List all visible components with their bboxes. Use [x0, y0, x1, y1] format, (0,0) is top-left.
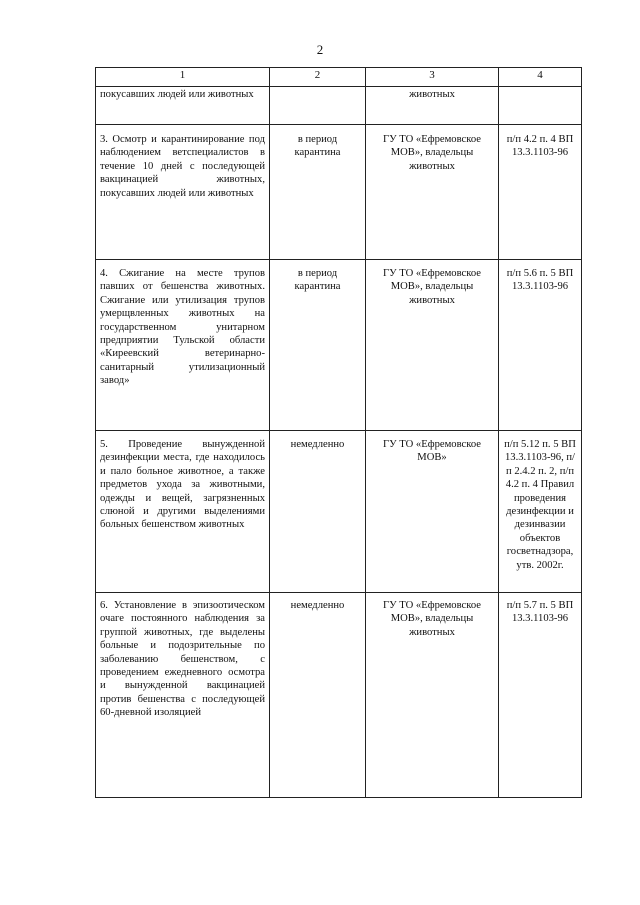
header-col-1: 1 — [96, 68, 270, 87]
table-row — [96, 593, 582, 798]
executor-cell: животных — [366, 87, 499, 125]
period-cell — [270, 87, 366, 125]
measure-cell: 3. Осмотр и карантинирование под наблюдением ветспециалистов в течение 10 дней с последующей вакцинацией животных, покусавших людей или животных — [96, 125, 270, 260]
header-row — [96, 68, 582, 87]
basis-cell: п/п 5.7 п. 5 ВП 13.3.1103-96 — [499, 593, 582, 798]
page-number: 2 — [316, 42, 324, 57]
basis-cell: п/п 4.2 п. 4 ВП 13.3.1103-96 — [499, 125, 582, 260]
measures-table — [95, 67, 582, 798]
measure-cell: 4. Сжигание на месте трупов павших от бешенства животных. Сжигание или утилизация трупов умерщвленных животных на государственном унитарном предприятии Тульской области «Киреевский ветеринарно-санитарный утилизационный завод» — [96, 260, 270, 431]
header-col-3: 3 — [366, 68, 499, 87]
table-row — [96, 431, 582, 593]
executor-cell: ГУ ТО «Ефремовское МОВ», владельцы животных — [366, 125, 499, 260]
period-cell: немедленно — [270, 593, 366, 798]
table-row — [96, 260, 582, 431]
measure-cell: 6. Установление в эпизоотическом очаге постоянного наблюдения за группой животных, где выделены больные и подозрительные по заболеванию бешенством, с проведением ежедневного осмотра и вынужденной вакцинацией против бешенства с последующей 60-дневной изоляцией — [96, 593, 270, 798]
measure-cell: 5. Проведение вынужденной дезинфекции места, где находилось и пало больное животное, а также предметов ухода за животными, одежды и вещей, загрязненных слюной и другими выделениями больных бешенством животных — [96, 431, 270, 593]
basis-cell — [499, 87, 582, 125]
table-row — [96, 125, 582, 260]
table-header — [96, 68, 582, 87]
table-body — [96, 87, 582, 798]
measure-cell: покусавших людей или животных — [96, 87, 270, 125]
header-col-2: 2 — [270, 68, 366, 87]
basis-cell: п/п 5.6 п. 5 ВП 13.3.1103-96 — [499, 260, 582, 431]
executor-cell: ГУ ТО «Ефремовское МОВ», владельцы животных — [366, 593, 499, 798]
period-cell: в период карантина — [270, 260, 366, 431]
header-col-4: 4 — [499, 68, 582, 87]
executor-cell: ГУ ТО «Ефремовское МОВ», владельцы животных — [366, 260, 499, 431]
executor-cell: ГУ ТО «Ефремовское МОВ» — [366, 431, 499, 593]
period-cell: в период карантина — [270, 125, 366, 260]
basis-cell: п/п 5.12 п. 5 ВП 13.3.1103-96, п/п 2.4.2 п. 2, п/п 4.2 п. 4 Правил проведения дезинфекции и дезинвазии объектов госветнадзора, утв. 2002г. — [499, 431, 582, 593]
period-cell: немедленно — [270, 431, 366, 593]
table-row — [96, 87, 582, 125]
